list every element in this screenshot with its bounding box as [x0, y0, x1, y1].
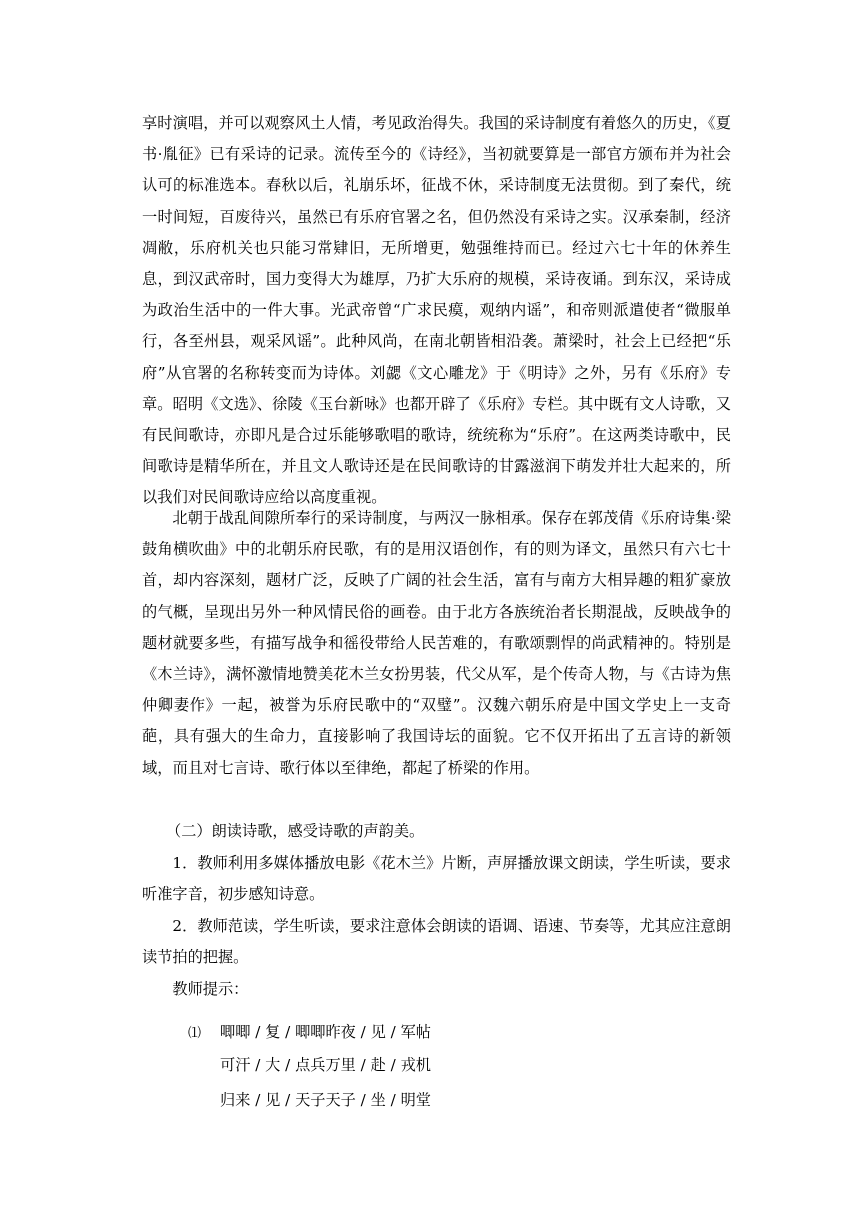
reading-line-2: 可汗 / 大 / 点兵万里 / 赴 / 戎机	[220, 1056, 431, 1074]
body-paragraph-yuefu-history	[142, 108, 731, 514]
reading-line-1	[188, 1017, 431, 1049]
reading-line-3: 归来 / 见 / 天子天子 / 坐 / 明堂	[220, 1091, 431, 1109]
step-1-paragraph: 1．教师利用多媒体播放电影《花木兰》片断，声屏播放课文朗读，学生听读，要求听准字音，初步感知诗意。	[142, 854, 731, 904]
teacher-tip-label: 教师提示：	[172, 980, 249, 998]
paragraph-text: 北朝于战乱间隙所奉行的采诗制度，与两汉一脉相承。保存在郭茂倩《乐府诗集·梁鼓角横吹曲》中的北朝乐府民歌，有的是用汉语创作，有的则为译文，虽然只有六七十首，却内容深刻，题材广泛，反映了广阔的社会生活，富有与南方大相异趣的粗犷豪放的气概，呈现出另外一种风情民俗的画卷。由于北方各族统治者长期混战，反映战争的题材就要多些，有描写战争和徭役带给人民苦难的，有歌颂剽悍的尚武精神的。特别是《木兰诗》，满怀激情地赞美花木兰女扮男装，代父从军，是个传奇人物，与《古诗为焦仲卿妻作》一起，被誉为乐府民歌中的“双璧”。汉魏六朝乐府是中国文学史上一支奇葩，具有强大的生命力，直接影响了我国诗坛的面貌。它不仅开拓出了五言诗的新领域，而且对七言诗、歌行体以至律绝，都起了桥梁的作用。	[142, 509, 731, 777]
list-marker: ⑴	[188, 1026, 202, 1041]
body-paragraph-northern-yuefu	[142, 503, 731, 784]
section-heading: （二）朗读诗歌，感受诗歌的声韵美。	[166, 822, 425, 840]
step-2-paragraph: 2．教师范读，学生听读，要求注意体会朗读的语调、语速、节奏等，尤其应注意朗读节拍的把握。	[142, 917, 731, 967]
verse-line: 唧唧 / 复 / 唧唧昨夜 / 见 / 军帖	[220, 1023, 431, 1041]
paragraph-text: 享时演唱，并可以观察风土人情，考见政治得失。我国的采诗制度有着悠久的历史，《夏书·胤征》已有采诗的记录。流传至今的《诗经》，当初就要算是一部官方颁布并为社会认可的标准选本。春秋以后，礼崩乐坏，征战不休，采诗制度无法贯彻。到了秦代，统一时间短，百废待兴，虽然已有乐府官署之名，但仍然没有采诗之实。汉承秦制，经济凋敝，乐府机关也只能习常肄旧，无所增更，勉强维持而已。经过六七十年的休养生息，到汉武帝时，国力变得大为雄厚，乃扩大乐府的规模，采诗夜诵。到东汉，采诗成为政治生活中的一件大事。光武帝曾“广求民瘼，观纳内谣”，和帝则派遣使者“微服单行，各至州县，观采风谣”。此种风尚，在南北朝皆相沿袭。萧梁时，社会上已经把“乐府”从官署的名称转变而为诗体。刘勰《文心雕龙》于《明诗》之外，另有《乐府》专章。昭明《文选》、徐陵《玉台新咏》也都开辟了《乐府》专栏。其中既有文人诗歌，又有民间歌诗，亦即凡是合过乐能够歌唱的歌诗，统统称为“乐府”。在这两类诗歌中，民间歌诗是精华所在，并且文人歌诗还是在民间歌诗的甘露滋润下萌发并壮大起来的，所以我们对民间歌诗应给以高度重视。	[142, 114, 731, 507]
